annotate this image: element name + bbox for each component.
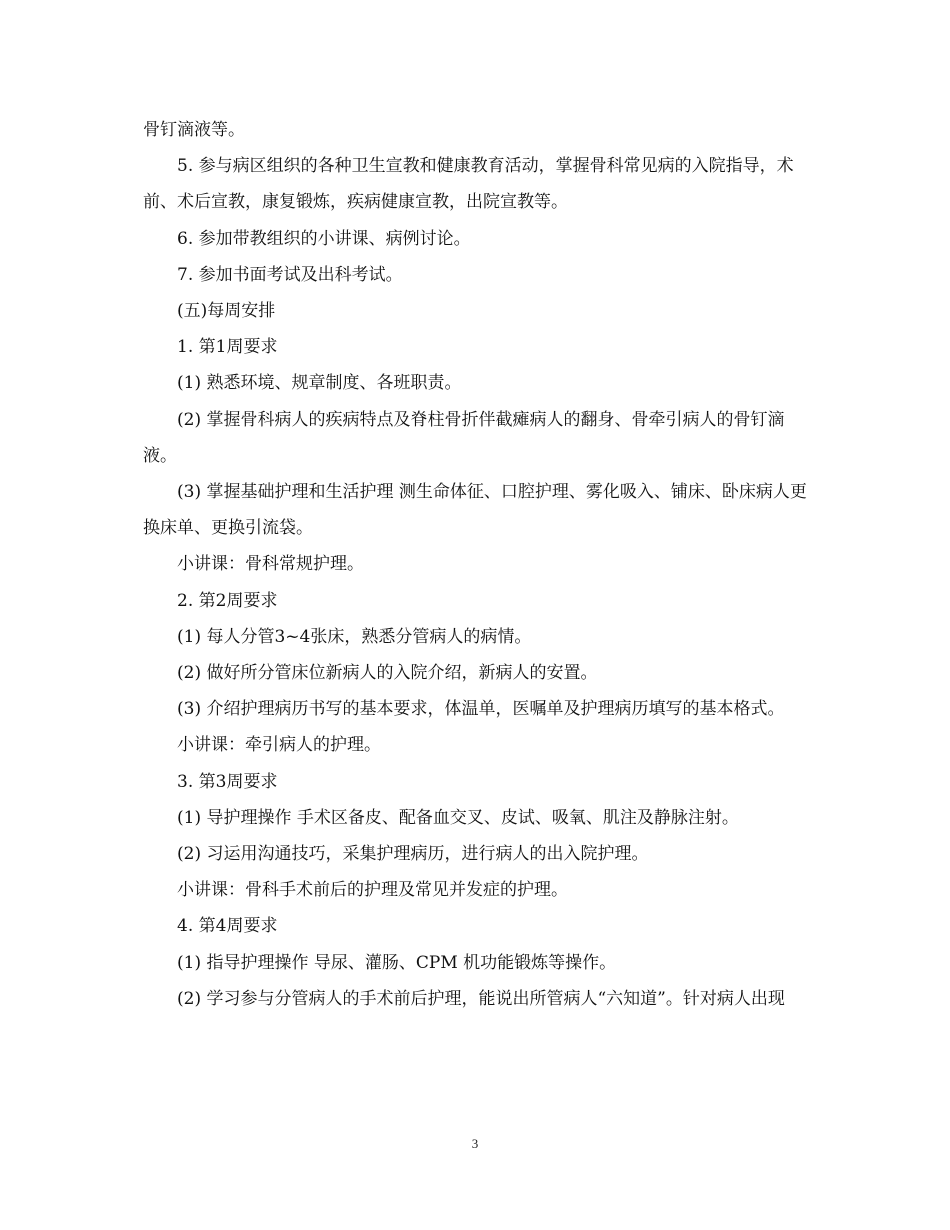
paragraph: (2) 习运用沟通技巧，采集护理病历，进行病人的出入院护理。 bbox=[177, 844, 649, 865]
paragraph: (1) 导护理操作 手术区备皮、配备血交叉、皮试、吸氧、肌注及静脉注射。 bbox=[177, 807, 739, 828]
week-heading: 2. 第2周要求 bbox=[177, 590, 278, 611]
paragraph: (2) 做好所分管床位新病人的入院介绍，新病人的安置。 bbox=[177, 663, 598, 684]
lecture-note: 小讲课：骨科手术前后的护理及常见并发症的护理。 bbox=[177, 880, 568, 901]
paragraph: 6. 参加带教组织的小讲课、病例讨论。 bbox=[177, 228, 471, 249]
paragraph: 7. 参加书面考试及出科考试。 bbox=[177, 264, 403, 285]
document-body bbox=[143, 112, 808, 1017]
paragraph: (1) 每人分管3~4张床，熟悉分管病人的病情。 bbox=[177, 626, 532, 647]
paragraph: 骨钉滴液等。 bbox=[143, 120, 245, 140]
week-heading: 1. 第1周要求 bbox=[177, 337, 278, 358]
lecture-note: 小讲课：牵引病人的护理。 bbox=[177, 735, 381, 756]
paragraph: (2) 掌握骨科病人的疾病特点及脊柱骨折伴截瘫病人的翻身、骨牵引病人的骨钉滴液。 bbox=[143, 409, 785, 466]
page-number: 3 bbox=[471, 1136, 479, 1151]
week-heading: 4. 第4周要求 bbox=[177, 916, 278, 937]
paragraph: (2) 学习参与分管病人的手术前后护理，能说出所管病人“六知道”。针对病人出现 bbox=[177, 988, 785, 1009]
paragraph: (1) 指导护理操作 导尿、灌肠、CPM 机功能锻炼等操作。 bbox=[177, 952, 617, 973]
lecture-note: 小讲课：骨科常规护理。 bbox=[177, 554, 364, 575]
paragraph: (1) 熟悉环境、规章制度、各班职责。 bbox=[177, 373, 462, 394]
paragraph: 5. 参与病区组织的各种卫生宣教和健康教育活动，掌握骨科常见病的入院指导，术前、术后宣教，康复锻炼，疾病健康宣教，出院宣教等。 bbox=[143, 156, 794, 213]
section-heading: (五)每周安排 bbox=[177, 301, 276, 322]
paragraph: (3) 掌握基础护理和生活护理 测生命体征、口腔护理、雾化吸入、铺床、卧床病人更换床单、更换引流袋。 bbox=[143, 482, 807, 539]
paragraph: (3) 介绍护理病历书写的基本要求，体温单，医嘱单及护理病历填写的基本格式。 bbox=[177, 699, 785, 720]
week-heading: 3. 第3周要求 bbox=[177, 771, 278, 792]
